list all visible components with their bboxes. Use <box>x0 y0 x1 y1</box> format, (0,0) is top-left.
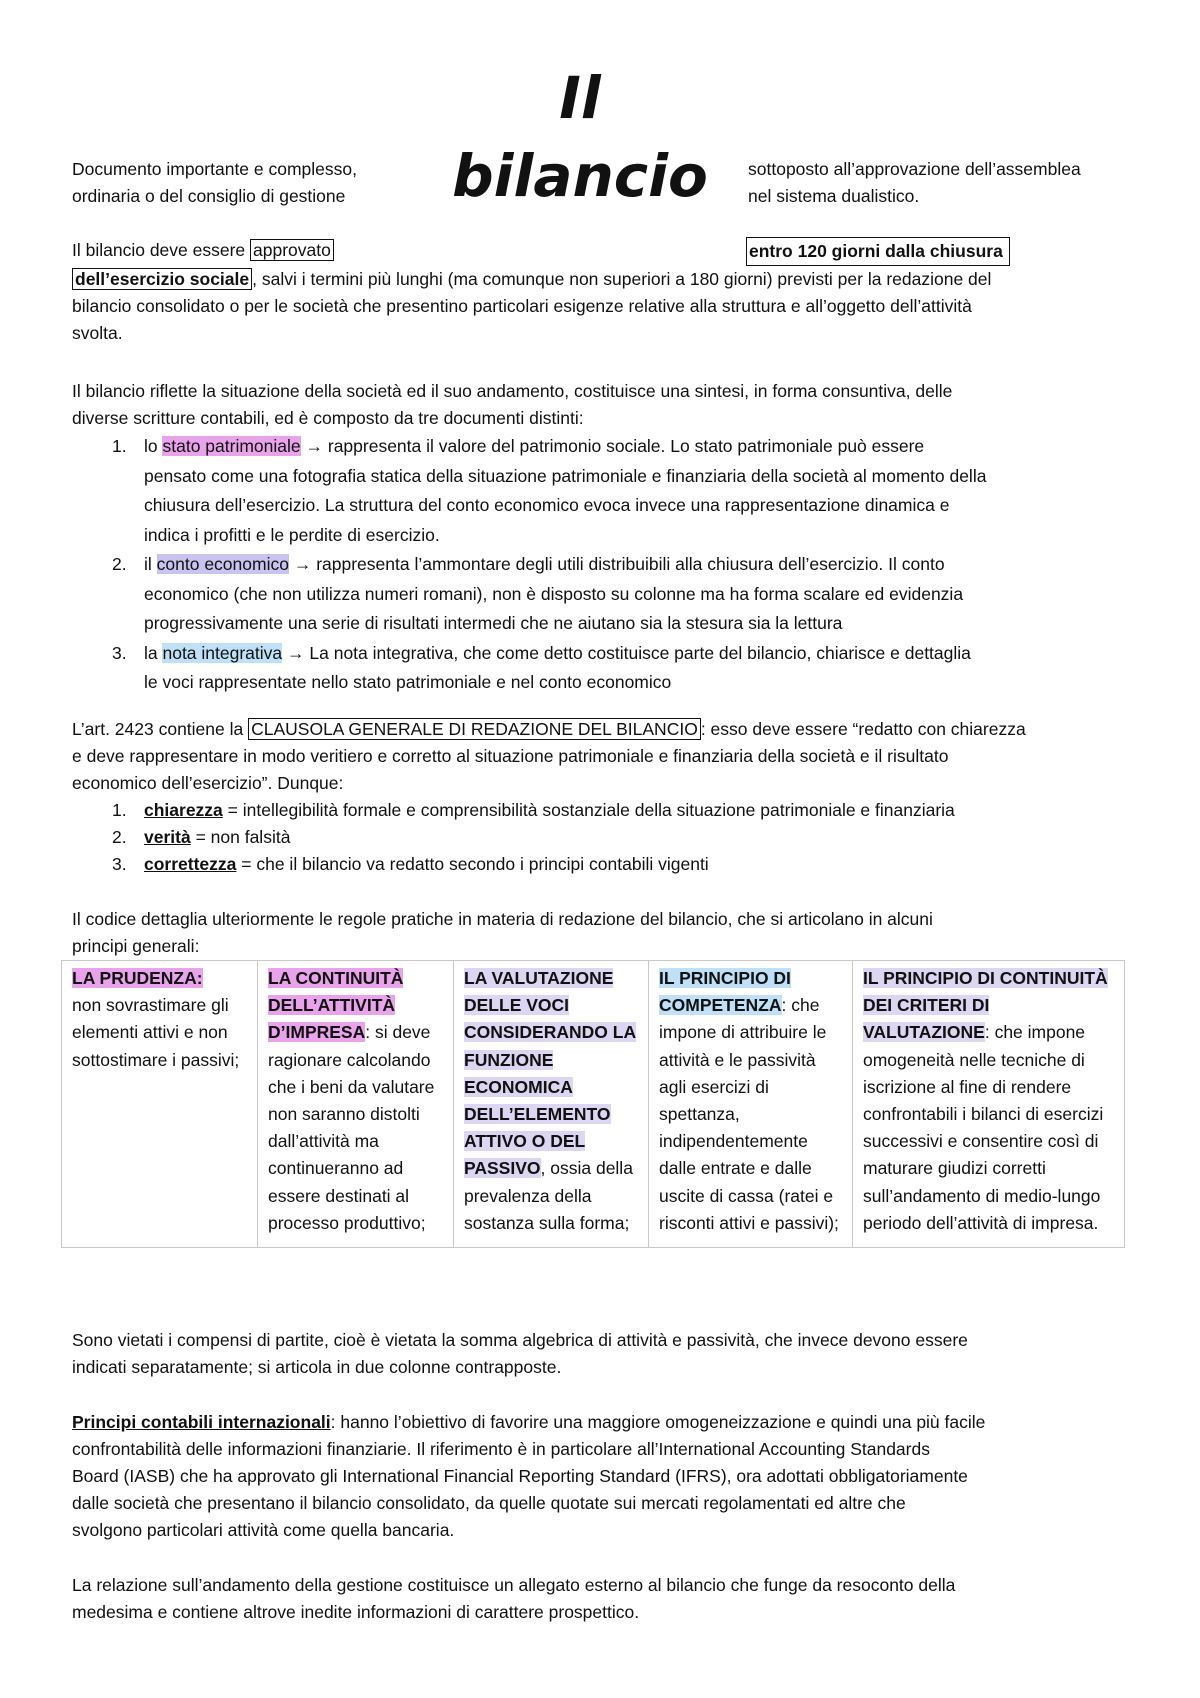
principle-head: IL PRINCIPIO DI CONTINUITÀ DEI CRITERI DI VALUTAZIONE <box>863 968 1108 1043</box>
vietati-line-2: indicati separatamente; si articola in due colonne contrapposte. <box>72 1357 562 1377</box>
documents-list <box>72 432 1152 698</box>
list-number: 1. <box>112 800 127 820</box>
list-prefix: il <box>144 554 157 574</box>
approval-line-1 <box>72 237 1152 264</box>
arrow-icon: → <box>287 642 305 663</box>
principle-body: : si deve ragionare calcolando che i beni da valutare non saranno distolti dall’attività ma continueranno ad essere destinati al processo produttivo; <box>268 1022 435 1233</box>
term-conto-economico: conto economico <box>156 554 289 574</box>
list-text: rappresenta l’ammontare degli utili distribuibili alla chiusura dell’esercizio. Il conto <box>311 554 945 574</box>
list-item <box>72 797 1152 824</box>
intro-right <box>748 156 1148 210</box>
principle-continuita-criteri <box>853 961 1125 1248</box>
principle-body: : che impone omogeneità nelle tecniche di iscrizione al fine di rendere confrontabili i bilanci di esercizi successivi e consentire così di maturare giudizi corretti sull’andamento di medio-lungo periodo dell’attività di impresa. <box>863 1022 1104 1233</box>
list-item <box>72 432 1152 550</box>
approvato-box: approvato <box>250 239 334 261</box>
principle-competenza <box>649 961 853 1248</box>
term-nota-integrativa: nota integrativa <box>162 642 283 663</box>
list-number: 3. <box>112 642 127 663</box>
table-row <box>62 961 1125 1248</box>
list-text: progressivamente una serie di risultati intermedi che ne aiutano sia la stesura sia la lettura <box>144 613 843 633</box>
art-line-1 <box>72 716 1152 743</box>
art-prefix: L’art. 2423 contiene la <box>72 719 249 739</box>
principle-body: , ossia della prevalenza della sostanza sulla forma; <box>464 1158 633 1233</box>
codice-line-2: principi generali: <box>72 936 200 956</box>
principle-prudenza <box>62 961 258 1248</box>
list-number: 1. <box>112 436 127 456</box>
vietati-line-1: Sono vietati i compensi di partite, cioè è vietata la somma algebrica di attività e passività, che invece devono essere <box>72 1330 968 1350</box>
codice-paragraph <box>72 906 1152 960</box>
list-text: = intellegibilità formale e comprensibilità sostanziale della situazione patrimoniale e finanziaria <box>222 800 955 820</box>
arrow-icon: → <box>293 554 312 574</box>
approval-rest-3: svolta. <box>72 323 123 343</box>
approval-prefix: Il bilancio deve essere <box>72 240 251 260</box>
entro-box: entro 120 giorni dalla chiusura <box>746 237 1010 266</box>
list-text: = che il bilancio va redatto secondo i principi contabili vigenti <box>236 854 709 874</box>
codice-line-1: Il codice dettaglia ulteriormente le regole pratiche in materia di redazione del bilancio, che si articolano in alcuni <box>72 909 933 929</box>
clause-box: CLAUSOLA GENERALE DI REDAZIONE DEL BILANCIO <box>248 718 701 740</box>
list-text: rappresenta il valore del patrimonio sociale. Lo stato patrimoniale può essere <box>323 436 925 456</box>
term-correttezza: correttezza <box>144 854 237 874</box>
art-line-3: economico dell’esercizio”. Dunque: <box>72 773 344 793</box>
list-number: 2. <box>112 827 127 847</box>
term-stato-patrimoniale: stato patrimoniale <box>162 436 301 456</box>
relazione-line-1: La relazione sull’andamento della gestione costituisce un allegato esterno al bilancio che funge da resoconto della <box>72 1575 956 1595</box>
list-prefix: la <box>144 642 163 663</box>
list-text: indica i profitti e le perdite di esercizio. <box>144 524 440 545</box>
art-line-2: e deve rappresentare in modo veritiero e corretto al situazione patrimoniale e finanziaria della società e il risultato <box>72 746 949 766</box>
ias-line-1 <box>72 1409 1152 1436</box>
list-text: le voci rappresentate nello stato patrimoniale e nel conto economico <box>144 672 672 692</box>
ias-line-3: Board (IASB) che ha approvato gli International Financial Reporting Standard (IFRS), ora adottati obbligatoriamente <box>72 1466 968 1486</box>
list-text: = non falsità <box>190 827 291 847</box>
title-line-2: bilancio <box>452 142 708 210</box>
list-text: pensato come una fotografia statica della situazione patrimoniale e finanziaria della società al momento della <box>144 465 987 486</box>
list-item <box>72 851 1152 878</box>
ias-line-4: dalle società che presentano il bilancio consolidato, da quelle quotate sui mercati regolamentati ed altre che <box>72 1493 906 1513</box>
principle-body: non sovrastimare gli elementi attivi e non sottostimare i passivi; <box>72 995 240 1070</box>
arrow-icon: → <box>305 436 323 456</box>
list-text: La nota integrativa, che come detto costituisce parte del bilancio, chiarisce e dettaglia <box>304 642 971 663</box>
principle-body: : che impone di attribuire le attività e le passività agli esercizi di spettanza, indipendentemente dalle entrate e dalle uscite di cassa (ratei e risconti attivi e passivi); <box>659 995 839 1233</box>
esercizio-box: dell’esercizio sociale <box>72 268 252 290</box>
ias-line-2: confrontabilità delle informazioni finanziarie. Il riferimento è in particolare all’International Accounting Standards <box>72 1439 930 1459</box>
principles-table <box>61 960 1125 1248</box>
criteria-list <box>72 797 1152 878</box>
relazione-line-2: medesima e contiene altrove inedite informazioni di carattere prospettico. <box>72 1602 640 1622</box>
approval-line-2 <box>72 266 1152 293</box>
intro-right-line-2: nel sistema dualistico. <box>748 186 920 206</box>
list-text: chiusura dell’esercizio. La struttura del conto economico evoca invece una rappresentazione dinamica e <box>144 495 950 515</box>
ias-paragraph <box>72 1409 1152 1544</box>
art-paragraph <box>72 716 1152 878</box>
vietati-paragraph <box>72 1327 1152 1381</box>
term-chiarezza: chiarezza <box>144 800 223 820</box>
approval-rest-2: bilancio consolidato o per le società che presentino particolari esigenze relative alla struttura e all’oggetto dell’attività <box>72 296 972 316</box>
principle-valutazione <box>454 961 649 1248</box>
list-item <box>72 550 1152 639</box>
term-verita: verità <box>144 827 191 847</box>
title-line-1: Il <box>559 64 601 132</box>
approval-rest-1: , salvi i termini più lunghi (ma comunque non superiori a 180 giorni) previsti per la redazione del <box>252 269 992 289</box>
principle-head: LA VALUTAZIONE DELLE VOCI CONSIDERANDO LA FUNZIONE ECONOMICA DELL’ELEMENTO ATTIVO O DEL PASSIVO <box>464 968 637 1179</box>
intro-left-line-1: Documento importante e complesso, <box>72 159 357 179</box>
intro-right-line-1: sottoposto all’approvazione dell’assemblea <box>748 159 1081 179</box>
list-item <box>72 639 1152 698</box>
reflects-paragraph <box>72 378 1152 698</box>
principle-head: LA PRUDENZA: <box>72 968 203 988</box>
ias-line-5: svolgono particolari attività come quella bancaria. <box>72 1520 455 1540</box>
principle-head: IL PRINCIPIO DI COMPETENZA <box>659 968 791 1016</box>
list-text: economico (che non utilizza numeri romani), non è disposto su colonne ma ha forma scalare ed evidenzia <box>144 583 964 604</box>
list-number: 3. <box>112 854 127 874</box>
ias-rest-1: : hanno l’obiettivo di favorire una maggiore omogeneizzazione e quindi una più facile <box>330 1412 986 1432</box>
reflects-line-2: diverse scritture contabili, ed è composto da tre documenti distinti: <box>72 408 584 428</box>
principle-continuita <box>258 961 454 1248</box>
list-prefix: lo <box>144 436 163 456</box>
list-item <box>72 824 1152 851</box>
intro-left-line-2: ordinaria o del consiglio di gestione <box>72 186 346 206</box>
relazione-paragraph <box>72 1572 1152 1626</box>
principle-head: LA CONTINUITÀ DELL’ATTIVITÀ D’IMPRESA <box>268 968 404 1043</box>
list-number: 2. <box>112 554 127 574</box>
reflects-line-1: Il bilancio riflette la situazione della società ed il suo andamento, costituisce una sintesi, in forma consuntiva, delle <box>72 381 953 401</box>
art-rest-1: : esso deve essere “redatto con chiarezza <box>700 719 1026 739</box>
approval-paragraph <box>72 237 1152 347</box>
intro-left <box>72 156 432 210</box>
page-title <box>430 53 730 221</box>
term-principi-contabili: Principi contabili internazionali <box>72 1412 331 1432</box>
